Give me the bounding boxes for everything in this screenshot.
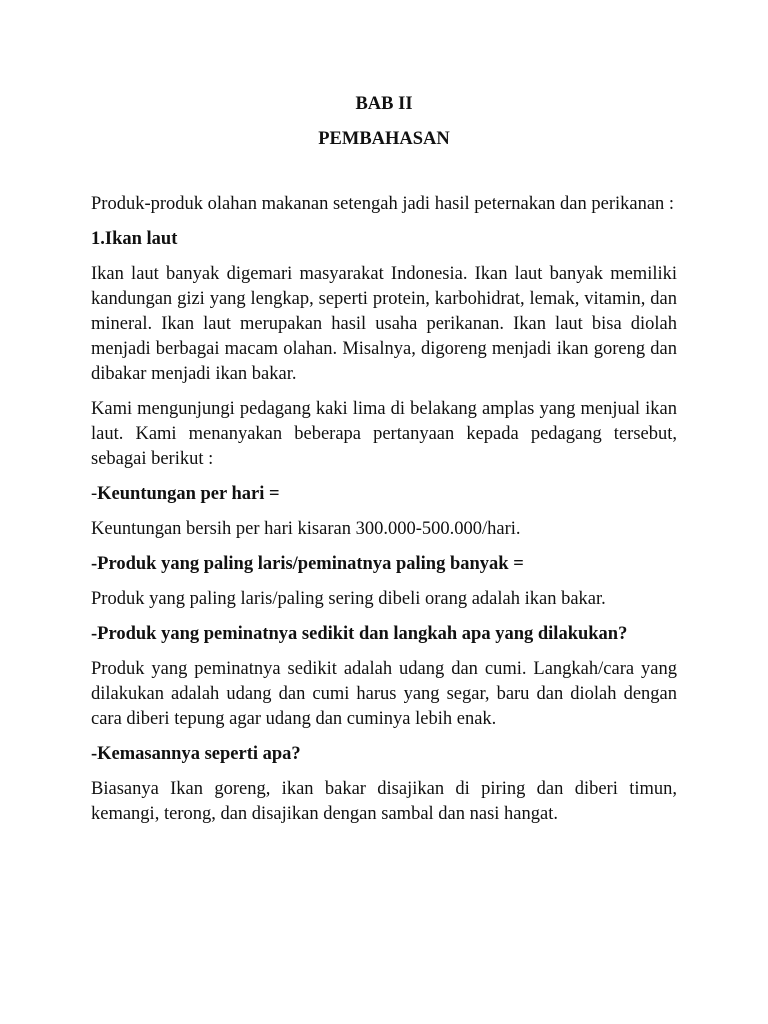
section-paragraph: Kami mengunjungi pedagang kaki lima di belakang amplas yang menjual ikan laut. Kami menanyakan beberapa pertanyaan kepada pedagang tersebut, sebagai berikut : [91,399,677,469]
answer-paragraph: Produk yang peminatnya sedikit adalah udang dan cumi. Langkah/cara yang dilakukan adalah udang dan cumi harus yang segar, baru dan diolah dengan cara diberi tepung agar udang dan cuminya lebih enak. [91,659,677,729]
chapter-title: PEMBAHASAN [318,129,450,149]
question-dash: - [91,484,98,504]
intro-paragraph: Produk-produk olahan makanan setengah jadi hasil peternakan dan perikanan : [91,194,675,214]
section-heading: 1.Ikan laut [91,229,178,249]
question-heading: -Kemasannya seperti apa? [91,744,301,764]
chapter-number: BAB II [355,94,413,114]
answer-paragraph: Biasanya Ikan goreng, ikan bakar disajikan di piring dan diberi timun, kemangi, terong, dan disajikan dengan sambal dan nasi hangat. [91,779,677,824]
document-page [91,92,677,827]
question-heading: -Produk yang peminatnya sedikit dan langkah apa yang dilakukan? [91,624,628,644]
answer-paragraph: Keuntungan bersih per hari kisaran 300.000-500.000/hari. [91,519,521,539]
answer-paragraph: Produk yang paling laris/paling sering dibeli orang adalah ikan bakar. [91,589,606,609]
question-heading: -Produk yang paling laris/peminatnya paling banyak = [91,554,524,574]
question-text: Keuntungan per hari = [97,484,280,504]
question-heading [91,482,677,507]
section-paragraph: Ikan laut banyak digemari masyarakat Indonesia. Ikan laut banyak memiliki kandungan gizi yang lengkap, seperti protein, karbohidrat, lemak, vitamin, dan mineral. Ikan laut merupakan hasil usaha perikanan. Ikan laut bisa diolah menjadi berbagai macam olahan. Misalnya, digoreng menjadi ikan goreng dan dibakar menjadi ikan bakar. [91,264,677,384]
